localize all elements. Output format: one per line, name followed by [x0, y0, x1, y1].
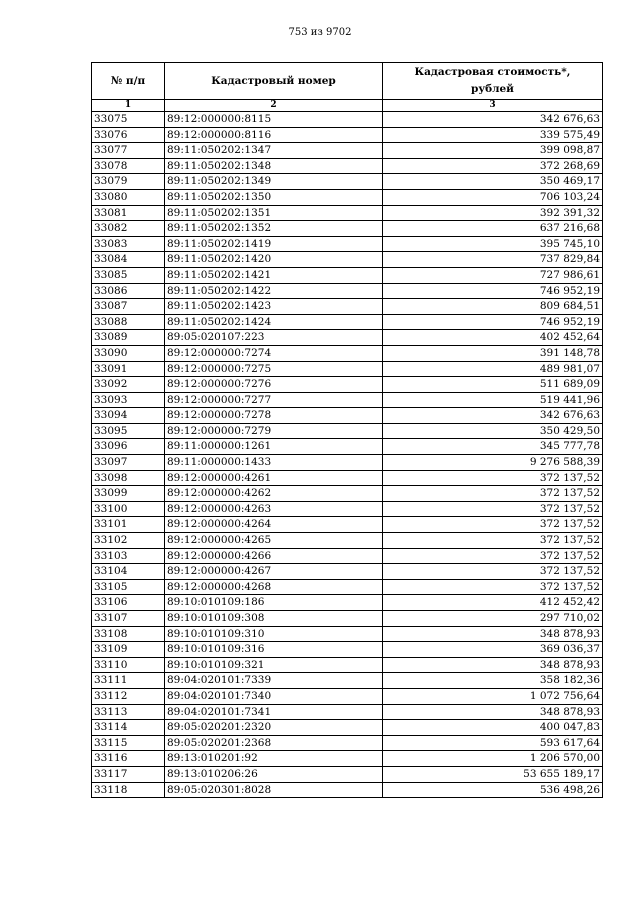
cadastral-number-cell: 89:12:000000:7275: [165, 361, 383, 377]
table-row: [92, 236, 603, 252]
table-row: [92, 158, 603, 174]
cadastral-value-cell: 372 137,52: [383, 548, 603, 564]
row-number-cell: 33099: [92, 486, 165, 502]
table-row: [92, 579, 603, 595]
cadastral-number-cell: 89:11:050202:1423: [165, 299, 383, 315]
cadastral-number-cell: 89:11:050202:1350: [165, 189, 383, 205]
cadastral-number-cell: 89:11:050202:1422: [165, 283, 383, 299]
row-number-cell: 33098: [92, 470, 165, 486]
row-number-cell: 33079: [92, 174, 165, 190]
table-row: [92, 408, 603, 424]
column-index-1: 1: [92, 100, 165, 112]
cadastral-number-cell: 89:11:000000:1261: [165, 439, 383, 455]
cadastral-value-cell: 372 137,52: [383, 501, 603, 517]
cadastral-value-cell: 402 452,64: [383, 330, 603, 346]
cadastral-number-cell: 89:12:000000:4263: [165, 501, 383, 517]
cadastral-number-cell: 89:04:020101:7341: [165, 704, 383, 720]
cadastral-value-cell: 372 137,52: [383, 486, 603, 502]
cadastral-value-cell: 395 745,10: [383, 236, 603, 252]
table-row: [92, 657, 603, 673]
cadastral-number-cell: 89:04:020101:7340: [165, 688, 383, 704]
row-number-cell: 33102: [92, 533, 165, 549]
cadastral-number-cell: 89:12:000000:4262: [165, 486, 383, 502]
table-row: [92, 642, 603, 658]
cadastral-number-cell: 89:12:000000:7279: [165, 423, 383, 439]
row-number-cell: 33095: [92, 423, 165, 439]
row-number-cell: 33087: [92, 299, 165, 315]
cadastral-value-cell: 372 137,52: [383, 470, 603, 486]
cadastral-number-cell: 89:12:000000:4268: [165, 579, 383, 595]
row-number-cell: 33083: [92, 236, 165, 252]
row-number-cell: 33081: [92, 205, 165, 221]
table-row: [92, 174, 603, 190]
cadastral-number-cell: 89:11:050202:1351: [165, 205, 383, 221]
row-number-cell: 33108: [92, 626, 165, 642]
cadastral-value-cell: 809 684,51: [383, 299, 603, 315]
cadastral-value-cell: 372 137,52: [383, 564, 603, 580]
table-row: [92, 626, 603, 642]
row-number-cell: 33113: [92, 704, 165, 720]
cadastral-value-cell: 348 878,93: [383, 626, 603, 642]
row-number-cell: 33092: [92, 377, 165, 393]
cadastral-value-cell: 536 498,26: [383, 782, 603, 798]
table-row: [92, 455, 603, 471]
table-row: [92, 189, 603, 205]
row-number-cell: 33112: [92, 688, 165, 704]
cadastral-value-cell: 511 689,09: [383, 377, 603, 393]
cadastral-number-cell: 89:12:000000:7278: [165, 408, 383, 424]
cadastral-number-cell: 89:12:000000:8115: [165, 112, 383, 128]
table-row: [92, 486, 603, 502]
table-row: [92, 392, 603, 408]
cadastral-value-cell: 746 952,19: [383, 314, 603, 330]
cadastral-number-cell: 89:12:000000:7277: [165, 392, 383, 408]
cadastral-value-cell: 358 182,36: [383, 673, 603, 689]
column-index-3: 3: [383, 100, 603, 112]
cadastral-value-cell: 746 952,19: [383, 283, 603, 299]
table-row: [92, 361, 603, 377]
row-number-cell: 33089: [92, 330, 165, 346]
row-number-cell: 33086: [92, 283, 165, 299]
cadastral-value-cell: 348 878,93: [383, 704, 603, 720]
cadastral-value-cell: 706 103,24: [383, 189, 603, 205]
table-row: [92, 751, 603, 767]
row-number-cell: 33094: [92, 408, 165, 424]
cadastral-number-cell: 89:04:020101:7339: [165, 673, 383, 689]
table-row: [92, 595, 603, 611]
table-row: [92, 112, 603, 128]
cadastral-number-cell: 89:11:050202:1424: [165, 314, 383, 330]
cadastral-number-cell: 89:12:000000:8116: [165, 127, 383, 143]
row-number-cell: 33107: [92, 611, 165, 627]
column-header-value-line1: Кадастровая стоимость*,: [414, 66, 571, 78]
table-row: [92, 377, 603, 393]
table-row: [92, 470, 603, 486]
cadastral-value-cell: 369 036,37: [383, 642, 603, 658]
cadastral-value-cell: 1 072 756,64: [383, 688, 603, 704]
row-number-cell: 33085: [92, 267, 165, 283]
cadastral-value-cell: 342 676,63: [383, 408, 603, 424]
cadastral-number-cell: 89:12:000000:4264: [165, 517, 383, 533]
table-row: [92, 423, 603, 439]
cadastral-value-cell: 519 441,96: [383, 392, 603, 408]
table-row: [92, 688, 603, 704]
cadastral-value-cell: 372 268,69: [383, 158, 603, 174]
row-number-cell: 33077: [92, 143, 165, 159]
table-row: [92, 330, 603, 346]
cadastral-value-cell: 9 276 588,39: [383, 455, 603, 471]
row-number-cell: 33084: [92, 252, 165, 268]
column-header-cadastral: Кадастровый номер: [165, 63, 383, 100]
row-number-cell: 33118: [92, 782, 165, 798]
table-row: [92, 127, 603, 143]
table-row: [92, 564, 603, 580]
page-number-header: 753 из 9702: [288, 27, 352, 38]
cadastral-value-cell: 391 148,78: [383, 345, 603, 361]
cadastral-number-cell: 89:10:010109:321: [165, 657, 383, 673]
cadastral-value-cell: 727 986,61: [383, 267, 603, 283]
cadastral-value-cell: 593 617,64: [383, 735, 603, 751]
row-number-cell: 33090: [92, 345, 165, 361]
table-row: [92, 766, 603, 782]
cadastral-value-cell: 400 047,83: [383, 720, 603, 736]
row-number-cell: 33075: [92, 112, 165, 128]
row-number-cell: 33088: [92, 314, 165, 330]
row-number-cell: 33103: [92, 548, 165, 564]
cadastral-number-cell: 89:12:000000:4265: [165, 533, 383, 549]
cadastral-value-cell: 412 452,42: [383, 595, 603, 611]
cadastral-value-cell: 342 676,63: [383, 112, 603, 128]
cadastral-number-cell: 89:11:050202:1348: [165, 158, 383, 174]
cadastral-value-cell: 348 878,93: [383, 657, 603, 673]
cadastral-value-cell: 392 391,32: [383, 205, 603, 221]
cadastral-number-cell: 89:05:020201:2320: [165, 720, 383, 736]
table-row: [92, 533, 603, 549]
row-number-cell: 33109: [92, 642, 165, 658]
cadastral-number-cell: 89:10:010109:308: [165, 611, 383, 627]
cadastral-value-cell: 737 829,84: [383, 252, 603, 268]
row-number-cell: 33115: [92, 735, 165, 751]
table-row: [92, 720, 603, 736]
cadastral-number-cell: 89:11:050202:1421: [165, 267, 383, 283]
table-row: [92, 501, 603, 517]
cadastral-number-cell: 89:10:010109:316: [165, 642, 383, 658]
cadastral-value-cell: 637 216,68: [383, 221, 603, 237]
row-number-cell: 33104: [92, 564, 165, 580]
row-number-cell: 33105: [92, 579, 165, 595]
table-row: [92, 314, 603, 330]
column-index-row: [92, 100, 603, 112]
cadastral-number-cell: 89:12:000000:4266: [165, 548, 383, 564]
row-number-cell: 33096: [92, 439, 165, 455]
row-number-cell: 33116: [92, 751, 165, 767]
cadastral-number-cell: 89:13:010201:92: [165, 751, 383, 767]
cadastral-value-cell: 399 098,87: [383, 143, 603, 159]
cadastral-number-cell: 89:11:000000:1433: [165, 455, 383, 471]
column-header-number: № п/п: [92, 63, 165, 100]
row-number-cell: 33114: [92, 720, 165, 736]
table-row: [92, 673, 603, 689]
cadastral-number-cell: 89:05:020201:2368: [165, 735, 383, 751]
row-number-cell: 33110: [92, 657, 165, 673]
cadastral-value-cell: 53 655 189,17: [383, 766, 603, 782]
column-header-value: [383, 63, 603, 100]
row-number-cell: 33097: [92, 455, 165, 471]
row-number-cell: 33082: [92, 221, 165, 237]
cadastral-number-cell: 89:12:000000:4261: [165, 470, 383, 486]
cadastral-number-cell: 89:05:020301:8028: [165, 782, 383, 798]
table-row: [92, 782, 603, 798]
cadastral-number-cell: 89:11:050202:1420: [165, 252, 383, 268]
cadastral-value-cell: 1 206 570,00: [383, 751, 603, 767]
cadastral-number-cell: 89:12:000000:7276: [165, 377, 383, 393]
cadastral-number-cell: 89:12:000000:7274: [165, 345, 383, 361]
table-header-row: [92, 63, 603, 100]
table-row: [92, 611, 603, 627]
cadastral-value-cell: 350 469,17: [383, 174, 603, 190]
table-row: [92, 345, 603, 361]
table-row: [92, 221, 603, 237]
table-row: [92, 205, 603, 221]
column-index-2: 2: [165, 100, 383, 112]
row-number-cell: 33111: [92, 673, 165, 689]
row-number-cell: 33080: [92, 189, 165, 205]
table-row: [92, 299, 603, 315]
cadastral-value-cell: 489 981,07: [383, 361, 603, 377]
table-row: [92, 143, 603, 159]
cadastral-number-cell: 89:10:010109:310: [165, 626, 383, 642]
row-number-cell: 33101: [92, 517, 165, 533]
cadastral-number-cell: 89:11:050202:1419: [165, 236, 383, 252]
cadastral-value-cell: 372 137,52: [383, 533, 603, 549]
cadastral-value-cell: 339 575,49: [383, 127, 603, 143]
row-number-cell: 33091: [92, 361, 165, 377]
cadastral-number-cell: 89:05:020107:223: [165, 330, 383, 346]
table-row: [92, 704, 603, 720]
cadastral-value-cell: 372 137,52: [383, 579, 603, 595]
table-row: [92, 517, 603, 533]
cadastral-value-table: [91, 62, 603, 798]
cadastral-value-cell: 297 710,02: [383, 611, 603, 627]
cadastral-number-cell: 89:10:010109:186: [165, 595, 383, 611]
cadastral-number-cell: 89:11:050202:1349: [165, 174, 383, 190]
cadastral-number-cell: 89:11:050202:1352: [165, 221, 383, 237]
row-number-cell: 33093: [92, 392, 165, 408]
cadastral-number-cell: 89:12:000000:4267: [165, 564, 383, 580]
row-number-cell: 33106: [92, 595, 165, 611]
table-row: [92, 439, 603, 455]
cadastral-number-cell: 89:13:010206:26: [165, 766, 383, 782]
cadastral-value-cell: 350 429,50: [383, 423, 603, 439]
row-number-cell: 33078: [92, 158, 165, 174]
row-number-cell: 33076: [92, 127, 165, 143]
table-row: [92, 283, 603, 299]
row-number-cell: 33117: [92, 766, 165, 782]
cadastral-value-cell: 372 137,52: [383, 517, 603, 533]
table-row: [92, 267, 603, 283]
row-number-cell: 33100: [92, 501, 165, 517]
table-row: [92, 252, 603, 268]
cadastral-value-cell: 345 777,78: [383, 439, 603, 455]
cadastral-number-cell: 89:11:050202:1347: [165, 143, 383, 159]
column-header-value-line2: рублей: [471, 83, 514, 95]
table-row: [92, 548, 603, 564]
table-row: [92, 735, 603, 751]
